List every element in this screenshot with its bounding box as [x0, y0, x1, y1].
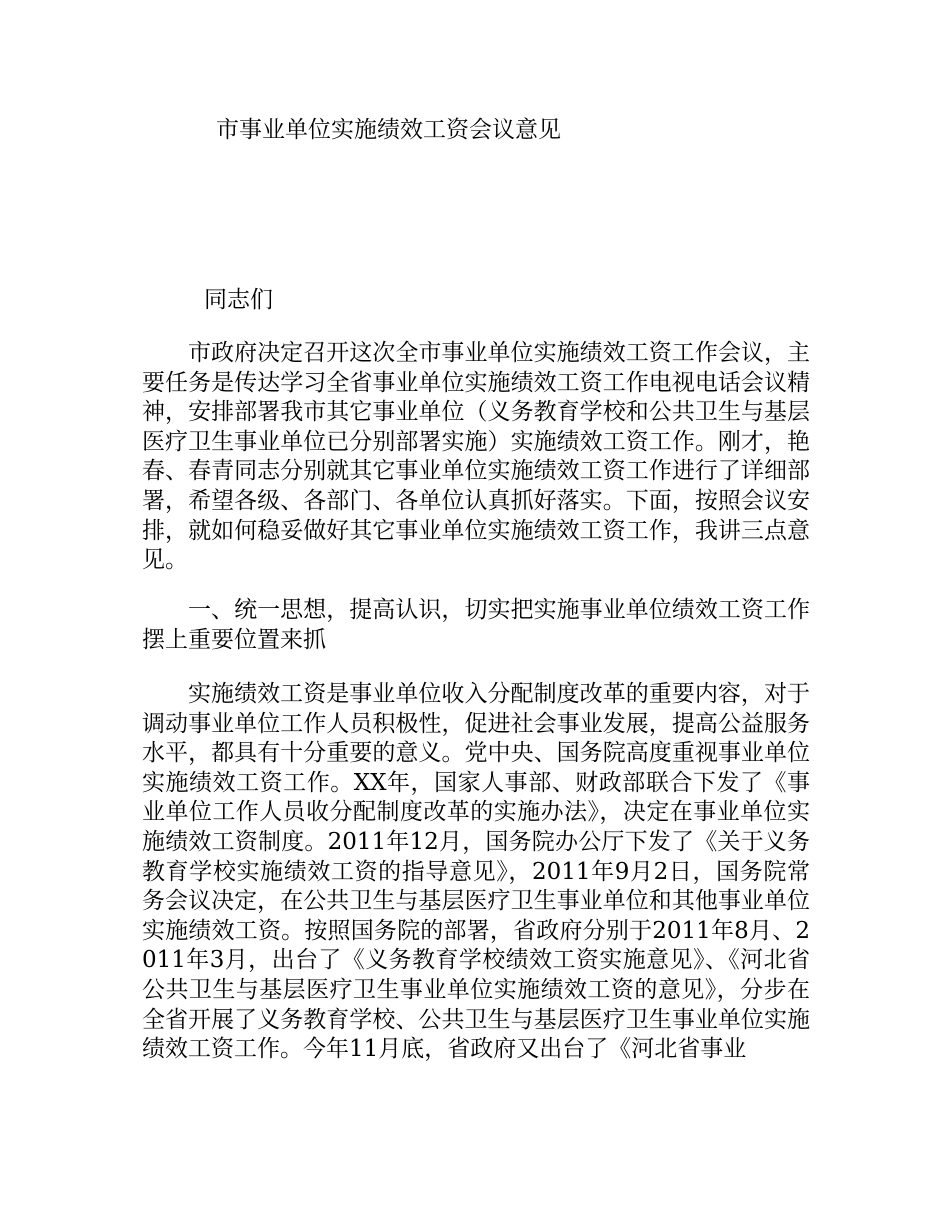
greeting: 同志们: [204, 287, 273, 313]
paragraph-section-1: 实施绩效工资是事业单位收入分配制度改革的重要内容，对于调动事业单位工作人员积极性，促进社会事业发展，提高公益服务水平，都具有十分重要的意义。党中央、国务院高度重视事业单位实施绩效工资工作。XX年，国家人事部、财政部联合下发了《事业单位工作人员收分配制度改革的实施办法》，决定在事业单位实施绩效工资制度。2011年12月，国务院办公厅下发了《关于义务教育学校实施绩效工资的指导意见》，2011年9月2日，国务院常务会议决定，在公共卫生与基层医疗卫生事业单位和其他事业单位实施绩效工资。按照国务院的部署，省政府分别于2011年8月、2011年3月，出台了《义务教育学校绩效工资实施意见》、《河北省公共卫生与基层医疗卫生事业单位实施绩效工资的意见》，分步在全省开展了义务教育学校、公共卫生与基层医疗卫生事业单位实施绩效工资工作。今年11月底，省政府又出台了《河北省事业: [142, 681, 810, 1063]
section-heading-1: 一、统一思想，提高认识，切实把实施事业单位绩效工资工作摆上重要位置来抓: [142, 597, 810, 653]
document-title: 市事业单位实施绩效工资会议意见: [216, 117, 561, 143]
paragraph-intro: 市政府决定召开这次全市事业单位实施绩效工资工作会议，主要任务是传达学习全省事业单位实施绩效工资工作电视电话会议精神，安排部署我市其它事业单位（义务教育学校和公共卫生与基层医疗卫生事业单位已分别部署实施）实施绩效工资工作。刚才，艳春、春青同志分别就其它事业单位实施绩效工资工作进行了详细部署，希望各级、各部门、各单位认真抓好落实。下面，按照会议安排，就如何稳妥做好其它事业单位实施绩效工资工作，我讲三点意见。: [142, 340, 810, 574]
